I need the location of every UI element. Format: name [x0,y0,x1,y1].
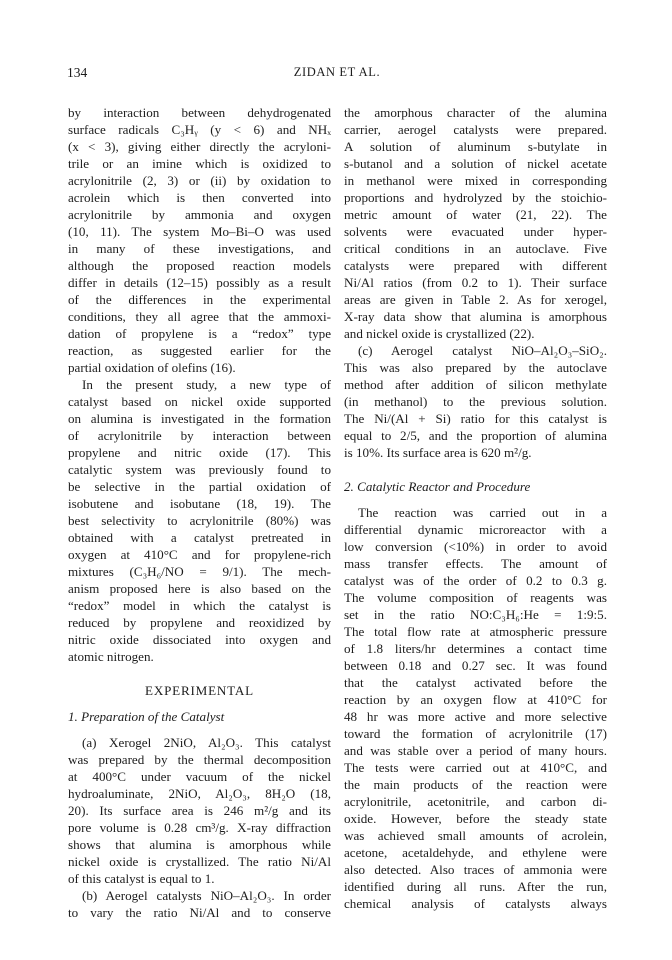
text-line: the main products of the reaction were [344,777,607,792]
section-heading-experimental: EXPERIMENTAL [145,683,254,698]
text-line: (c) Aerogel catalyst NiO–Al₂O₃–SiO₂. [358,343,607,358]
text-line: between 0.18 and 0.27 sec. It was found [344,658,607,673]
running-head [67,65,607,83]
text-line: Ni/Al ratios (from 0.2 to 1). Their surface [344,275,607,290]
text-line: In the present study, a new type of [82,377,331,392]
text-line: oxide. However, before the steady state [344,811,607,826]
text-line: pore volume is 0.28 cm³/g. X-ray diffraction [68,820,331,835]
text-line: differential dynamic microreactor with a [344,522,607,537]
text-line: The volume composition of reagents was [344,590,607,605]
text-line: surface radicals C₃Hᵧ (y < 6) and NHₓ [68,122,331,137]
text-line: oxygen at 410°C and for propylene-rich [68,547,331,562]
text-line: to vary the ratio Ni/Al and to conserve [68,905,331,920]
text-line: The reaction was carried out in a [358,505,607,520]
text-line: be selective in the partial oxidation of [68,479,331,494]
text-line: reaction by an oxygen flow at 410°C for [344,692,607,707]
text-line: was prepared by the thermal decomposition [68,752,331,767]
text-line: dation of propylene is a “redox” type [68,326,331,341]
text-line: acrylonitrile (2, 3) or (ii) by oxidation to [68,173,331,188]
left-column [68,104,331,921]
running-head-authors: ZIDAN ET AL. [293,65,381,79]
text-line: isobutene and isobutane (18, 19). The [68,496,331,511]
text-line: catalytic system was previously found to [68,462,331,477]
text-line: (a) Xerogel 2NiO, Al₂O₃. This catalyst [82,735,331,750]
text-line: set in the ratio NO:C₃H₆:He = 1:9:5. [344,607,607,622]
text-line: is 10%. Its surface area is 620 m²/g. [344,445,532,460]
text-line: in methanol were mixed in corresponding [344,173,607,188]
text-line: acrylonitrile by ammonia and oxygen [68,207,331,222]
text-line: acrylonitrile, acetonitrile, and carbon di- [344,794,607,809]
text-line: acrolein which is then converted into [68,190,331,205]
text-line: solvents were evacuated under hyper- [344,224,607,239]
text-line: acetone, acetaldehyde, and ethylene were [344,845,607,860]
text-line: low conversion (<10%) in order to avoid [344,539,607,554]
text-line: of 1.8 liters/hr determines a contact time [344,641,607,656]
text-line: nickel oxide is crystallized. The ratio Ni/Al [68,854,331,869]
text-line: 20). Its surface area is 246 m²/g and its [68,803,331,818]
text-line: The tests were carried out at 410°C, and [344,760,607,775]
text-line: toward the formation of acrylonitrile (17) [344,726,607,741]
text-line: reaction, as suggested earlier for the [68,343,331,358]
text-line: the amorphous character of the alumina [344,105,607,120]
text-line: partial oxidation of olefins (16). [68,360,236,375]
text-line: propylene and nitric oxide (17). This [68,445,331,460]
text-line: (x < 3), giving either directly the acryloni- [68,139,331,154]
text-line: conditions, they all agree that the ammoxi- [68,309,331,324]
text-line: atomic nitrogen. [68,649,154,664]
text-line: of the differences in the experimental [68,292,331,307]
text-line: 48 hr was more active and more selective [344,709,607,724]
text-line: The Ni/(Al + Si) ratio for this catalyst is [344,411,607,426]
text-line: by interaction between dehydrogenated [68,105,331,120]
text-line: that the catalyst activated before the [344,675,607,690]
text-line: (10, 11). The system Mo–Bi–O was used [68,224,331,239]
text-line: chemical analysis of catalysts always [344,896,607,911]
text-line: at 400°C under vacuum of the nickel [68,769,331,784]
text-line: nitric oxide dissociated into oxygen and [68,632,331,647]
text-line: identified during all runs. After the run, [344,879,607,894]
text-line: hydroaluminate, 2NiO, Al₂O₃, 8H₂O (18, [68,786,331,801]
text-line: anism proposed here is also based on the [68,581,331,596]
text-line: differ in details (12–15) possibly as a result [68,275,331,290]
subsection-heading-preparation: 1. Preparation of the Catalyst [68,709,225,724]
text-line: method after addition of silicon methylate [344,377,607,392]
text-line: of acrylonitrile by interaction between [68,428,331,443]
text-line: also detected. Also traces of ammonia were [344,862,607,877]
text-line: critical conditions in an autoclave. Five [344,241,607,256]
text-line: was achieved small amounts of acrolein, [344,828,607,843]
text-line: of this catalyst is equal to 1. [68,871,215,886]
text-line: although the proposed reaction models [68,258,331,273]
text-line: catalysts were prepared with different [344,258,607,273]
text-line: obtained with a catalyst pretreated in [68,530,331,545]
text-line: mixtures (C₃H₆/NO = 9/1). The mech- [68,564,331,579]
text-line: trile or an imine which is oxidized to [68,156,331,171]
text-line: best selectivity to acrylonitrile (80%) was [68,513,331,528]
text-line: proportions and hydrolyzed by the stoichio- [344,190,607,205]
text-line: X-ray data show that alumina is amorphous [344,309,607,324]
right-column [344,104,607,912]
text-line: equal to 2/5, and the proportion of alumina [344,428,607,443]
text-line: carrier, aerogel catalysts were prepared. [344,122,607,137]
text-line: This was also prepared by the autoclave [344,360,607,375]
text-line: catalyst based on nickel oxide supported [68,394,331,409]
text-line: metric amount of water (21, 22). The [344,207,607,222]
text-line: The total flow rate at atmospheric pressure [344,624,607,639]
text-line: reduced by propylene and reoxidized by [68,615,331,630]
text-line: and was stable over a period of many hours. [344,743,607,758]
text-line: “redox” model in which the catalyst is [68,598,331,613]
text-line: catalyst was of the order of 0.2 to 0.3 g. [344,573,607,588]
page-number: 134 [67,65,88,80]
text-line: s-butanol and a solution of nickel acetate [344,156,607,171]
text-line: (in methanol) to the previous solution. [344,394,607,409]
text-line: shows that alumina is amorphous while [68,837,331,852]
text-line: and nickel oxide is crystallized (22). [344,326,535,341]
text-line: areas are given in Table 2. As for xerogel, [344,292,607,307]
text-line: on alumina is investigated in the formation [68,411,331,426]
text-line: (b) Aerogel catalysts NiO–Al₂O₃. In order [82,888,331,903]
subsection-heading-reactor: 2. Catalytic Reactor and Procedure [344,479,531,494]
text-line: mass transfer effects. The amount of [344,556,607,571]
text-line: in many of these investigations, and [68,241,331,256]
text-line: A solution of aluminum s-butylate in [344,139,607,154]
